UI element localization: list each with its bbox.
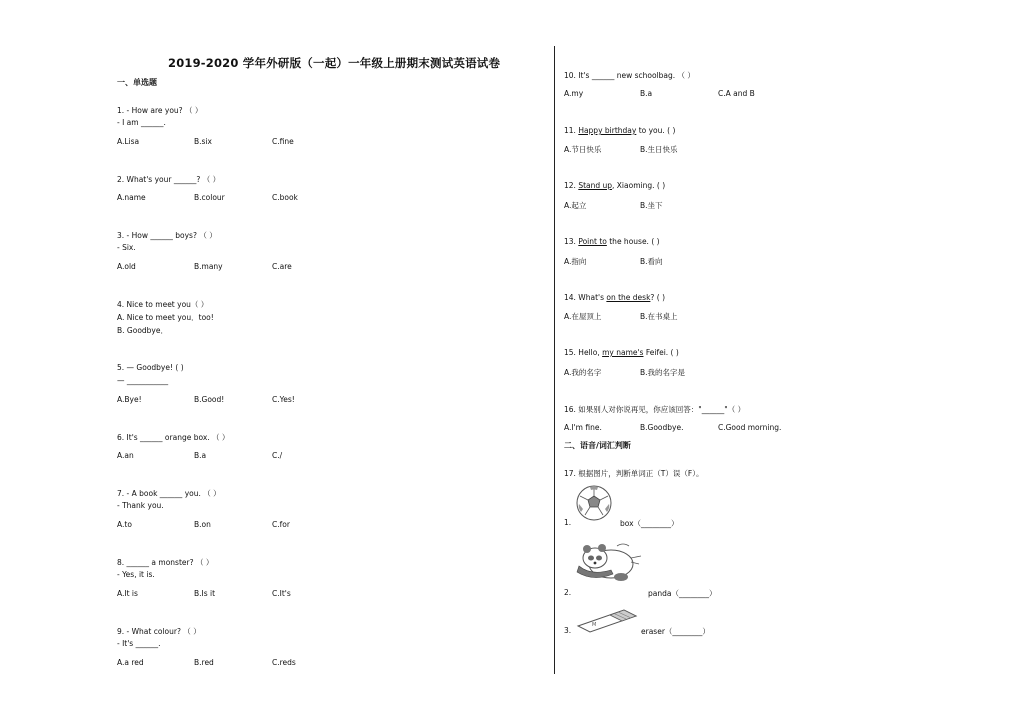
question-13: 13. Point to the house. ( ) <box>564 237 660 246</box>
option-b: B. Goodbye． <box>117 326 168 335</box>
option-c: C./ <box>272 451 283 460</box>
option-a: A.It is <box>117 589 138 598</box>
option-c: C.are <box>272 262 292 271</box>
option-b: B.six <box>194 137 212 146</box>
option-b: B.生日快乐 <box>640 145 678 154</box>
eraser-icon <box>574 604 640 636</box>
question-4: 4. Nice to meet you（ ） <box>117 300 209 309</box>
option-c: C.for <box>272 520 290 529</box>
q17-item-3-number: 3. <box>564 626 572 635</box>
question-10: 10. It's ______ new schoolbag. （ ） <box>564 71 695 80</box>
option-b: B.a <box>194 451 207 460</box>
q17-item-1-word: box（________） <box>620 519 679 528</box>
question-1: 1. - How are you? （ ） <box>117 106 203 115</box>
option-c: C.Good morning. <box>718 423 782 432</box>
question-8-answer-line: - Yes, it is. <box>117 570 155 579</box>
option-a: A. Nice to meet you．too! <box>117 313 214 322</box>
option-c: C.book <box>272 193 298 202</box>
option-a: A.a red <box>117 658 144 667</box>
option-b: B.on <box>194 520 211 529</box>
option-a: A.Bye! <box>117 395 142 404</box>
option-c: C.A and B <box>718 89 755 98</box>
option-b: B.colour <box>194 193 225 202</box>
question-2: 2. What's your ______? （ ） <box>117 175 221 184</box>
q17-item-1-number: 1. <box>564 518 572 527</box>
option-c: C.fine <box>272 137 294 146</box>
option-b: B.a <box>640 89 653 98</box>
section-heading-phonics: 二、语音/词汇判断 <box>564 441 631 450</box>
section-heading-single-choice: 一、单选题 <box>117 78 157 87</box>
question-12: 12. Stand up, Xiaoming. ( ) <box>564 181 666 190</box>
q17-item-2-number: 2. <box>564 588 572 597</box>
column-divider <box>554 46 555 674</box>
q17-item-3-word: eraser（________） <box>641 627 710 636</box>
panda-icon <box>573 534 645 586</box>
question-3-answer-line: - Six. <box>117 243 136 252</box>
option-a: A.在屋顶上 <box>564 312 602 321</box>
option-a: A.指向 <box>564 257 587 266</box>
option-c: C.Yes! <box>272 395 295 404</box>
question-14: 14. What's on the desk? ( ) <box>564 293 666 302</box>
question-7: 7. - A book ______ you. （ ） <box>117 489 221 498</box>
q17-item-2-word: panda（________） <box>648 589 717 598</box>
option-b: B.Good! <box>194 395 225 404</box>
option-b: B.many <box>194 262 223 271</box>
question-16: 16. 如果别人对你说再见，你应该回答："______"（ ） <box>564 405 746 414</box>
option-b: B.我的名字是 <box>640 368 686 377</box>
option-b: B.Goodbye. <box>640 423 684 432</box>
option-a: A.to <box>117 520 132 529</box>
option-a: A.name <box>117 193 146 202</box>
soccer-ball-icon <box>575 484 613 524</box>
option-b: B.Is it <box>194 589 216 598</box>
question-7-answer-line: - Thank you. <box>117 501 164 510</box>
option-a: A.我的名字 <box>564 368 602 377</box>
question-5-answer-line: — ___________ <box>117 376 169 385</box>
option-a: A.起立 <box>564 201 587 210</box>
option-c: C.It's <box>272 589 291 598</box>
option-b: B.坐下 <box>640 201 663 210</box>
question-11: 11. Happy birthday to you. ( ) <box>564 126 676 135</box>
question-17: 17. 根据图片，判断单词正（T）误（F）。 <box>564 469 704 478</box>
question-6: 6. It's ______ orange box. （ ） <box>117 433 230 442</box>
option-a: A.an <box>117 451 134 460</box>
question-5: 5. — Goodbye! ( ) <box>117 363 184 372</box>
question-15: 15. Hello, my name's Feifei. ( ) <box>564 348 679 357</box>
option-b: B.在书桌上 <box>640 312 678 321</box>
option-a: A.my <box>564 89 584 98</box>
option-a: A.I'm fine. <box>564 423 602 432</box>
option-a: A.Lisa <box>117 137 140 146</box>
option-a: A.节日快乐 <box>564 145 602 154</box>
question-8: 8. ______ a monster? （ ） <box>117 558 214 567</box>
question-9-answer-line: - It's ______. <box>117 639 161 648</box>
question-3: 3. - How ______ boys? （ ） <box>117 231 217 240</box>
option-c: C.reds <box>272 658 296 667</box>
option-b: B.red <box>194 658 214 667</box>
option-b: B.看向 <box>640 257 663 266</box>
option-a: A.old <box>117 262 136 271</box>
svg-text:M: M <box>592 622 597 628</box>
question-9: 9. - What colour? （ ） <box>117 627 201 636</box>
question-1-answer-line: - I am ______. <box>117 118 166 127</box>
page-title: 2019-2020 学年外研版（一起）一年级上册期末测试英语试卷 <box>168 56 501 70</box>
